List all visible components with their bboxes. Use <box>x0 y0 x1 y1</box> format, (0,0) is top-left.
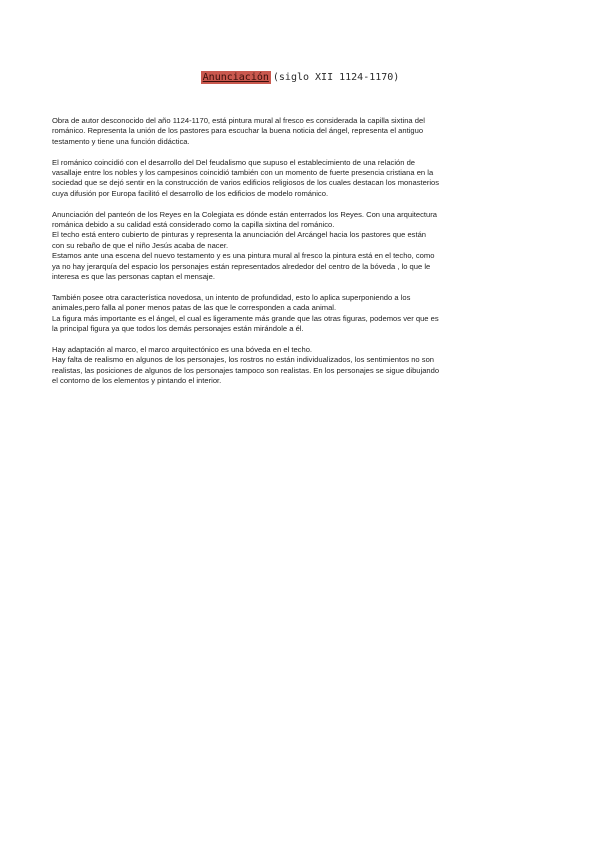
text-line: ya no hay jerarquía del espacio los personajes están representados alrededor del centro de la bóveda , lo que le <box>52 261 431 271</box>
text-line: románica debido a su calidad está considerado como la capilla sixtina del románico. <box>52 220 335 230</box>
paragraph-realism <box>52 345 552 387</box>
text-line: con su rebaño de que el niño Jesús acaba de nacer. <box>52 240 229 250</box>
paragraph-description <box>52 210 552 283</box>
text-line: vasallaje entre los nobles y los campesinos coincidió también con un momento de fuerte presencia cristiana en la <box>52 168 434 178</box>
title-date-range: (siglo XII 1124-1170) <box>272 72 400 83</box>
title-highlight: Anunciación <box>202 72 269 83</box>
text-line: El románico coincidió con el desarrollo del Del feudalismo que supuso el establecimiento de una relación de <box>52 157 416 167</box>
text-line: Anunciación del panteón de los Reyes en la Colegiata es dónde están enterrados los Reyes. Con una arquitectura <box>52 209 438 219</box>
text-line: románico. Representa la unión de los pastores para escuchar la buena noticia del ángel, representa el antiguo <box>52 126 424 136</box>
text-line: También posee otra característica novedosa, un intento de profundidad, esto lo aplica superponiendo a los <box>52 292 411 302</box>
paragraph-characteristics <box>52 293 552 335</box>
text-line: Hay falta de realismo en algunos de los personajes, los rostros no están individualizados, los sentimientos no son <box>52 355 435 365</box>
text-line: Obra de autor desconocido del año 1124-1170, está pintura mural al fresco es considerada la capilla sixtina del <box>52 116 425 125</box>
paragraph-context <box>52 158 552 200</box>
document-body <box>52 116 552 397</box>
text-line: interesa es que las personas captan el mensaje. <box>52 272 215 282</box>
text-line: animales,pero falla al poner menos patas de las que le corresponden a cada animal. <box>52 303 337 313</box>
text-line: Hay adaptación al marco, el marco arquitectónico es una bóveda en el techo. <box>52 344 313 354</box>
text-line: La figura más importante es el ángel, el cual es ligeramente más grande que las otras figuras, podemos ver que es <box>52 313 439 323</box>
text-line: realistas, las posiciones de algunos de los personajes tampoco son realistas. En los personajes se sigue dibujando <box>52 365 440 375</box>
text-line: Estamos ante una escena del nuevo testamento y es una pintura mural al fresco la pintura está en el techo, como <box>52 251 435 261</box>
text-line: testamento y tiene una función didáctica. <box>52 136 190 146</box>
text-line: sociedad que se dejó sentir en la construcción de varios edificios religiosos de los cuales destacan los monasterios <box>52 178 440 188</box>
text-line: la principal figura ya que todos los demás personajes están mirándole a él. <box>52 324 304 334</box>
text-line: el contorno de los elementos y pintando el interior. <box>52 376 222 386</box>
text-line: cuya difusión por Europa facilitó el desarrollo de los edificios de modelo románico. <box>52 188 329 198</box>
paragraph-intro <box>52 116 552 147</box>
text-line: El techo está entero cubierto de pinturas y representa la anunciación del Arcángel hacia los pastores que están <box>52 230 427 240</box>
document-title <box>0 72 600 83</box>
